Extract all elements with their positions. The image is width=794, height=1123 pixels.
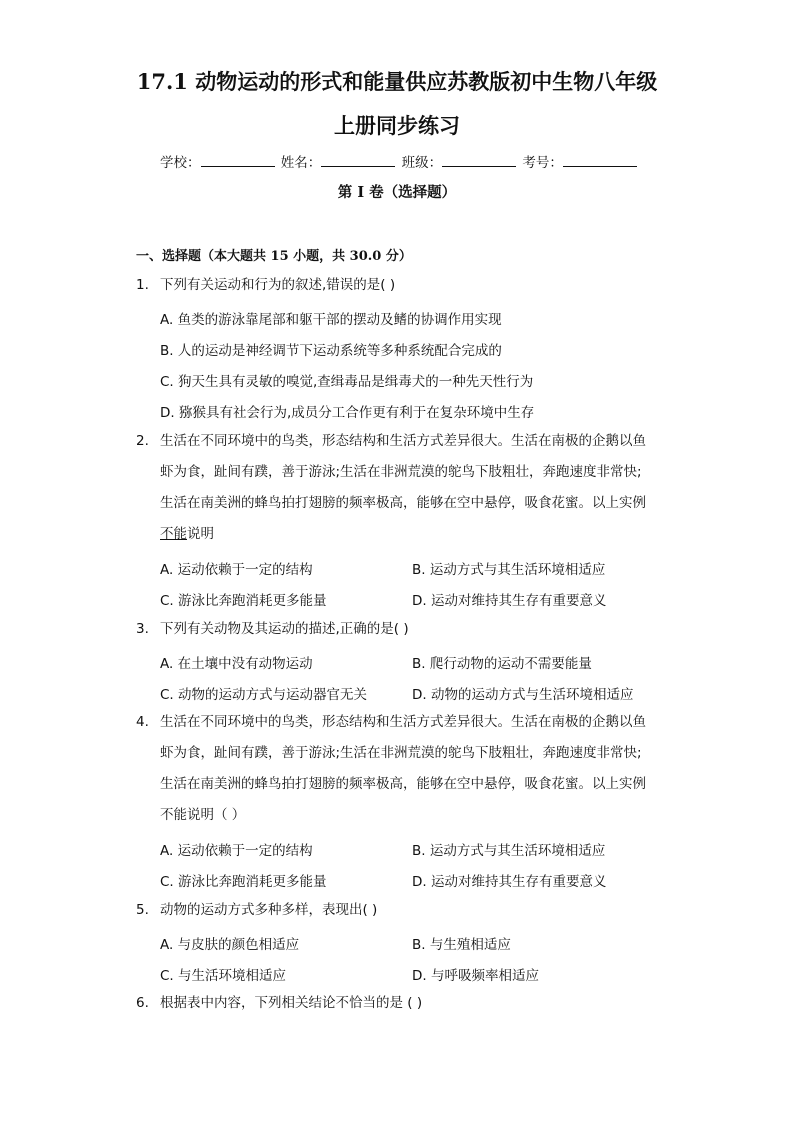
option-5c: C. 与生活环境相适应	[160, 968, 287, 984]
option-1a: A. 鱼类的游泳靠尾部和躯干部的摆动及鳍的协调作用实现	[160, 312, 502, 328]
question-number: 6.	[136, 995, 149, 1011]
question-6	[136, 988, 696, 1019]
question-text: 根据表中内容，下列相关结论不恰当的是 ( )	[160, 995, 423, 1011]
option-4a: A. 运动依赖于一定的结构	[160, 843, 313, 859]
question-text: 动物的运动方式多种多样，表现出( )	[160, 902, 378, 918]
option-3d: D. 动物的运动方式与生活环境相适应	[412, 687, 634, 703]
option-5b: B. 与生殖相适应	[412, 937, 511, 953]
question-3	[136, 614, 696, 645]
class-blank	[442, 152, 516, 167]
question-number: 3.	[136, 621, 149, 637]
question-2	[136, 426, 696, 550]
option-3a: A. 在土壤中没有动物运动	[160, 656, 313, 672]
exam-no-blank	[563, 152, 637, 167]
option-1c: C. 狗天生具有灵敏的嗅觉,查缉毒品是缉毒犬的一种先天性行为	[160, 374, 534, 390]
question-text-line: 生活在不同环境中的鸟类，形态结构和生活方式差异很大。生活在南极的企鹅以鱼	[160, 433, 646, 449]
option-2c: C. 游泳比奔跑消耗更多能量	[160, 593, 327, 609]
exam-title-line2: 上册同步练习	[334, 113, 460, 138]
volume-title: 第 I 卷（选择题）	[337, 184, 457, 201]
name-blank	[321, 152, 395, 167]
school-blank	[201, 152, 275, 167]
option-5a: A. 与皮肤的颜色相适应	[160, 937, 300, 953]
section-title: 一、选择题（本大题共 15 小题，共 30.0 分）	[136, 249, 412, 264]
class-label: 班级：	[401, 155, 443, 171]
question-text-line: 虾为食，趾间有蹼，善于游泳;生活在非洲荒漠的鸵鸟下肢粗壮，奔跑速度非常快;	[160, 745, 642, 761]
question-text-line: 不能说明	[160, 526, 214, 542]
question-text-line: 不能说明（ ）	[160, 807, 246, 823]
exam-no-label: 考号：	[522, 155, 563, 171]
question-text-line: 生活在不同环境中的鸟类，形态结构和生活方式差异很大。生活在南极的企鹅以鱼	[160, 714, 646, 730]
question-number: 1.	[136, 277, 149, 293]
option-1b: B. 人的运动是神经调节下运动系统等多种系统配合完成的	[160, 343, 502, 359]
question-text-line: 虾为食，趾间有蹼，善于游泳;生活在非洲荒漠的鸵鸟下肢粗壮，奔跑速度非常快;	[160, 464, 642, 480]
question-number: 4.	[136, 714, 149, 730]
option-5d: D. 与呼吸频率相适应	[412, 968, 539, 984]
student-info-row	[160, 151, 639, 171]
question-1	[136, 270, 696, 301]
question-4	[136, 707, 696, 831]
option-3b: B. 爬行动物的运动不需要能量	[412, 656, 592, 672]
school-label: 学校：	[160, 155, 201, 171]
option-2d: D. 运动对维持其生存有重要意义	[412, 593, 607, 609]
option-3c: C. 动物的运动方式与运动器官无关	[160, 687, 368, 703]
underlined-text: 不能	[160, 526, 187, 542]
question-text-line: 生活在南美洲的蜂鸟拍打翅膀的频率极高，能够在空中悬停，吸食花蜜。以上实例	[160, 776, 646, 792]
exam-title-line1: 17.1 动物运动的形式和能量供应苏教版初中生物八年级	[136, 69, 658, 94]
option-4c: C. 游泳比奔跑消耗更多能量	[160, 874, 327, 890]
name-label: 姓名：	[280, 155, 322, 171]
question-5	[136, 895, 696, 926]
option-4d: D. 运动对维持其生存有重要意义	[412, 874, 607, 890]
question-number: 5.	[136, 902, 149, 918]
option-1d: D. 猕猴具有社会行为,成员分工合作更有利于在复杂环境中生存	[160, 405, 535, 421]
question-text: 下列有关运动和行为的叙述,错误的是( )	[160, 277, 396, 293]
question-number: 2.	[136, 433, 149, 449]
option-2b: B. 运动方式与其生活环境相适应	[412, 562, 606, 578]
option-4b: B. 运动方式与其生活环境相适应	[412, 843, 606, 859]
question-text: 下列有关动物及其运动的描述,正确的是( )	[160, 621, 409, 637]
question-text-line: 生活在南美洲的蜂鸟拍打翅膀的频率极高，能够在空中悬停，吸食花蜜。以上实例	[160, 495, 646, 511]
option-2a: A. 运动依赖于一定的结构	[160, 562, 313, 578]
